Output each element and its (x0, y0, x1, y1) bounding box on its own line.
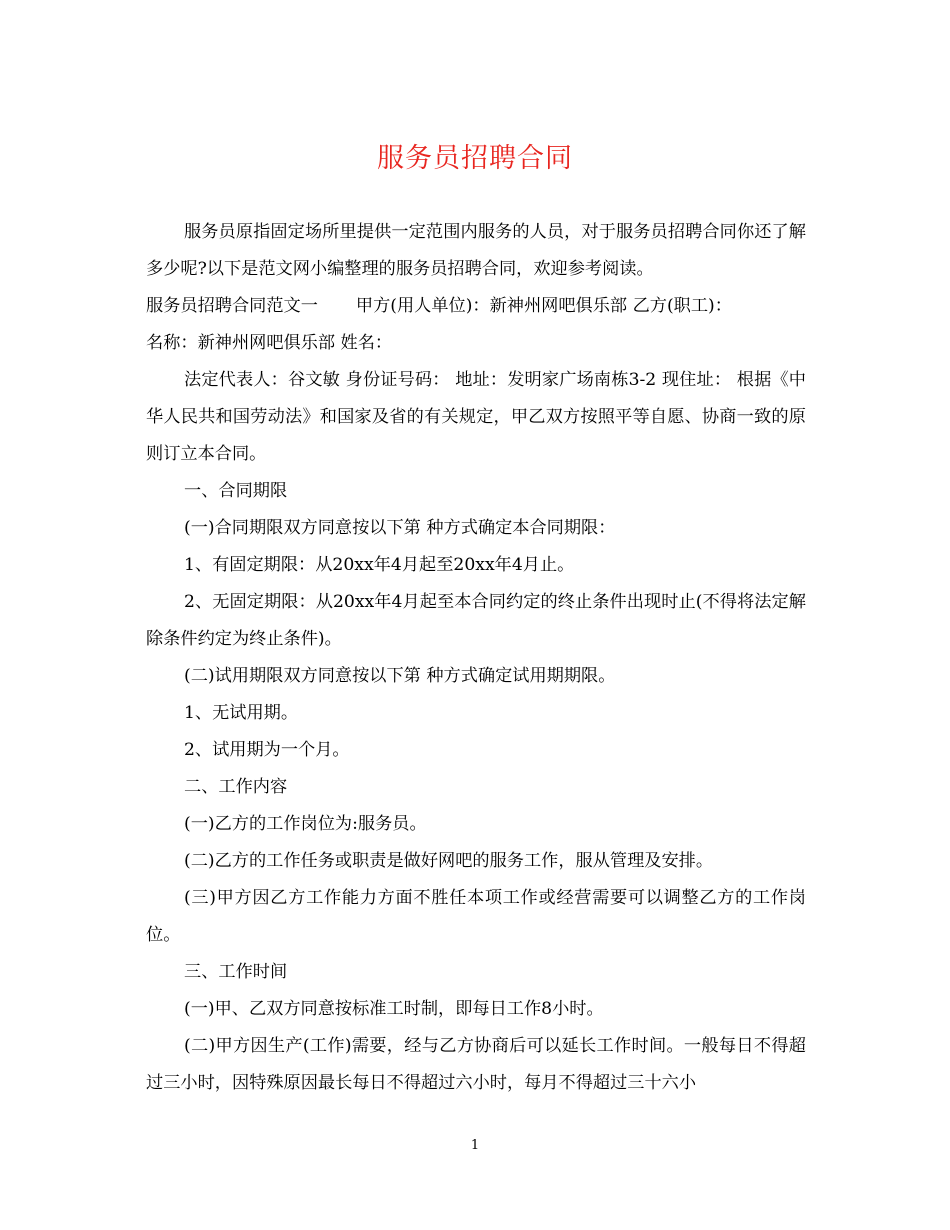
sample-heading: 服务员招聘合同范文一 (146, 296, 318, 316)
section-1-paragraph: 2、无固定期限：从20xx年4月起至本合同约定的终止条件出现时止(不得将法定解除条件约定为终止条件)。 (146, 592, 806, 649)
section-2-paragraph: (三)甲方因乙方工作能力方面不胜任本项工作或经营需要可以调整乙方的工作岗位。 (146, 888, 806, 945)
document-title: 服务员招聘合同 (377, 143, 573, 174)
sample-line (146, 288, 806, 325)
section-2-paragraph: (一)乙方的工作岗位为:服务员。 (184, 814, 427, 834)
section-3-paragraph: (二)甲方因生产(工作)需要，经与乙方协商后可以延长工作时间。一般每日不得超过三小时，因特殊原因最长每日不得超过六小时，每月不得超过三十六小 (146, 1036, 806, 1093)
section-1-paragraph: 1、有固定期限：从20xx年4月起至20xx年4月止。 (184, 555, 575, 575)
section-1-paragraph: (二)试用期限双方同意按以下第 种方式确定试用期期限。 (184, 666, 616, 686)
page-number: 1 (470, 1138, 480, 1153)
section-1-paragraph: (一)合同期限双方同意按以下第 种方式确定本合同期限： (184, 518, 616, 538)
section-1-paragraph: 2、试用期为一个月。 (184, 740, 350, 760)
section-3-paragraph: (一)甲、乙双方同意按标准工时制，即每日工作8小时。 (184, 999, 604, 1019)
section-3-heading: 三、工作时间 (184, 962, 288, 982)
document-body (146, 214, 806, 1102)
section-2-heading: 二、工作内容 (184, 777, 288, 797)
intro-paragraph: 服务员原指固定场所里提供一定范围内服务的人员，对于服务员招聘合同你还了解多少呢?以下是范文网小编整理的服务员招聘合同，欢迎参考阅读。 (146, 222, 806, 279)
party-a-line: 甲方(用人单位)：新神州网吧俱乐部 乙方(职工)： (355, 296, 732, 316)
name-line: 名称：新神州网吧俱乐部 姓名： (146, 333, 393, 353)
section-2-paragraph: (二)乙方的工作任务或职责是做好网吧的服务工作，服从管理及安排。 (184, 851, 714, 871)
section-1-heading: 一、合同期限 (184, 481, 288, 501)
section-1-paragraph: 1、无试用期。 (184, 703, 299, 723)
legal-rep-paragraph: 法定代表人：谷文敏 身份证号码： 地址：发明家广场南栋3-2 现住址： 根据《中华人民共和国劳动法》和国家及省的有关规定，甲乙双方按照平等自愿、协商一致的原则订立本合同。 (146, 370, 806, 464)
